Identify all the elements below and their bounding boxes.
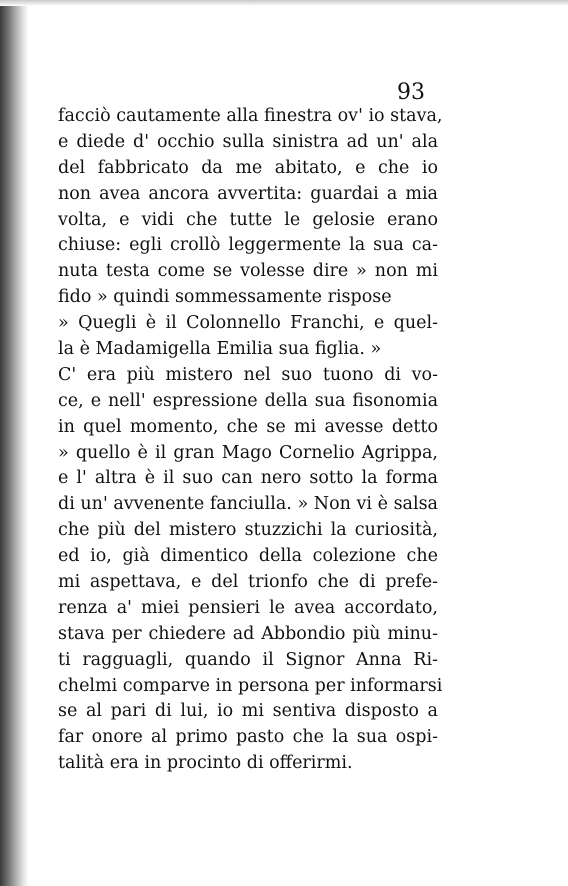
text-line: chiuse: egli crollò leggermente la sua ca- <box>58 235 438 256</box>
text-line: ed io, già dimentico della colezione che <box>58 546 438 567</box>
page-edge-shade <box>0 0 568 6</box>
text-line: chelmi comparve in persona per informarsi <box>58 675 443 696</box>
text-line: mi aspettava, e del trionfo che di prefe- <box>58 572 438 593</box>
text-line: fido » quindi sommessamente rispose <box>58 287 392 308</box>
text-line: stava per chiedere ad Abbondio più minu- <box>58 623 438 644</box>
text-line: renza a' miei pensieri le avea accordato, <box>58 597 438 618</box>
text-line: se al pari di lui, io mi sentiva disposto a <box>58 701 438 722</box>
text-line: volta, e vidi che tutte le gelosie erano <box>58 209 438 230</box>
text-line: » Quegli è il Colonnello Franchi, e quel- <box>58 313 438 334</box>
page-number: 93 <box>397 80 425 105</box>
text-line: e diede d' occhio sulla sinistra ad un' ala <box>58 131 438 152</box>
text-line: C' era più mistero nel suo tuono di vo- <box>58 364 438 385</box>
text-line: talità era in procinto di offerirmi. <box>58 753 353 774</box>
text-line: ce, e nell' espressione della sua fisonomia <box>58 390 438 411</box>
text-line: del fabbricato da me abitato, e che io <box>58 157 438 178</box>
text-line: di un' avvenente fanciulla. » Non vi è salsa <box>58 494 438 515</box>
text-line: in quel momento, che se mi avesse detto <box>58 416 438 437</box>
text-line: la è Madamigella Emilia sua figlia. » <box>58 339 382 360</box>
text-line: nuta testa come se volesse dire » non mi <box>58 261 438 282</box>
binding-gutter <box>0 0 28 886</box>
text-line: e l' altra è il suo can nero sotto la forma <box>58 468 438 489</box>
text-line: far onore al primo pasto che la sua ospi- <box>58 727 438 748</box>
body-text <box>58 104 443 777</box>
text-line: » quello è il gran Mago Cornelio Agrippa, <box>58 442 438 463</box>
text-line: facciò cautamente alla finestra ov' io stava, <box>58 106 443 126</box>
text-line: che più del mistero stuzzichi la curiosità, <box>58 520 438 541</box>
text-line: non avea ancora avvertita: guardai a mia <box>58 183 438 204</box>
text-line: ti ragguagli, quando il Signor Anna Ri- <box>58 649 438 670</box>
